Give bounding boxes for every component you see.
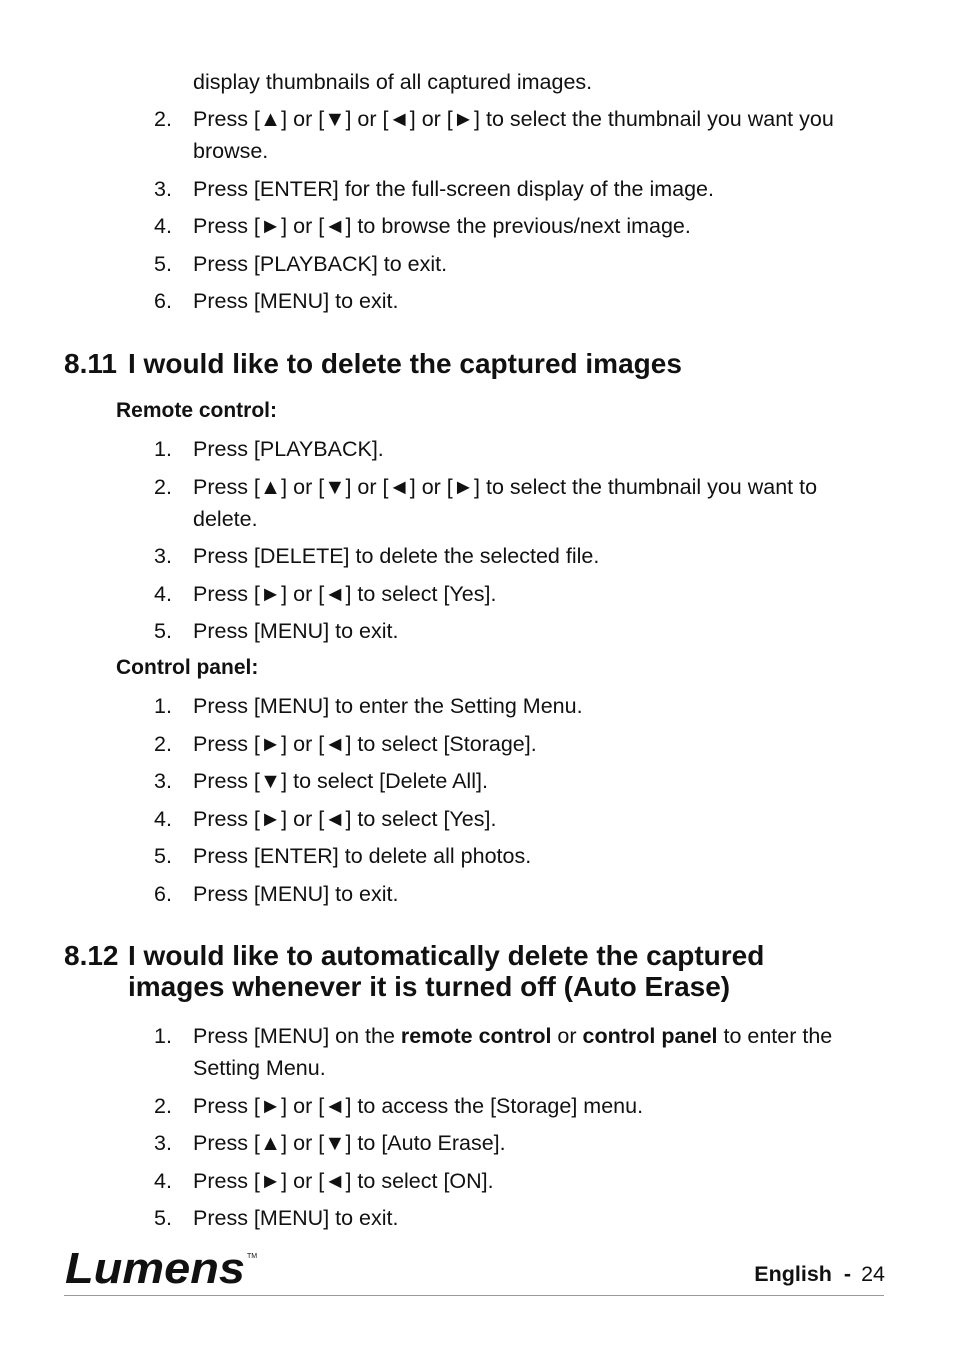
- lumens-logo: [64, 1246, 264, 1292]
- step-number: 1.: [154, 1024, 172, 1048]
- step-number: 3.: [154, 544, 172, 568]
- step-text: Press [ENTER] to delete all photos.: [193, 844, 532, 868]
- step-number: 3.: [154, 176, 172, 201]
- step-number: 4.: [154, 806, 172, 831]
- step-number: 1.: [154, 694, 172, 718]
- step-number: 3.: [154, 1131, 172, 1155]
- step-text: Press [MENU] to exit.: [193, 289, 399, 313]
- step-text: Press [►] or [◄] to browse the previous/next image.: [193, 214, 691, 238]
- step-number: 2.: [154, 731, 172, 756]
- step-number: 2.: [154, 1093, 172, 1118]
- step-text: Press [PLAYBACK].: [193, 437, 384, 461]
- step-text: Press [MENU] to exit.: [193, 881, 399, 906]
- logo-wordmark: Lumens: [65, 1246, 245, 1292]
- step-number: 4.: [154, 581, 172, 606]
- list-item: [154, 471, 884, 535]
- step-number: 2.: [154, 474, 172, 499]
- step-number: 6.: [154, 881, 172, 906]
- list-item: [154, 690, 884, 722]
- trademark-mark: TM: [247, 1253, 258, 1260]
- list-item: [154, 433, 884, 465]
- step-text: Press [▼] to select [Delete All].: [193, 769, 488, 793]
- step-number: 5.: [154, 251, 172, 276]
- list-item: [154, 765, 884, 797]
- footer-language: English: [754, 1262, 832, 1286]
- step-number: 2.: [154, 107, 172, 131]
- list-item: [154, 803, 884, 835]
- list-item: [154, 1090, 884, 1122]
- footer-separator: -: [843, 1262, 852, 1286]
- list-item: [154, 285, 884, 317]
- list-item: [154, 1127, 884, 1159]
- step-text-part: Press [MENU] on the: [193, 1024, 401, 1048]
- list-item: [154, 1165, 884, 1197]
- list-item: [154, 840, 884, 872]
- emphasis-control-panel: control panel: [582, 1024, 718, 1048]
- continuation-text: display thumbnails of all captured images.: [193, 70, 593, 94]
- step-text-part: or: [551, 1024, 583, 1048]
- auto-erase-steps-list: [154, 1020, 884, 1240]
- list-item: [154, 1020, 884, 1084]
- list-item: [154, 103, 884, 167]
- step-number: 4.: [154, 1168, 172, 1193]
- footer-divider: [64, 1295, 884, 1296]
- list-item: [154, 540, 884, 572]
- step-number: 5.: [154, 844, 172, 868]
- step-text: Press [►] or [◄] to select [Storage].: [193, 731, 537, 756]
- step-number: 5.: [154, 619, 172, 643]
- section-title: I would like to automatically delete the captured images whenever it is turned off (Auto Erase): [128, 940, 765, 1002]
- step-text: Press [MENU] to exit.: [193, 619, 399, 643]
- step-text: Press [DELETE] to delete the selected file.: [193, 544, 600, 568]
- step-text: Press [▲] or [▼] or [◄] or [►] to select the thumbnail you want you browse.: [193, 107, 834, 163]
- step-number: 4.: [154, 214, 172, 238]
- step-text: Press [►] or [◄] to select [Yes].: [193, 581, 497, 606]
- subheading-control-panel: Control panel:: [116, 656, 259, 679]
- page-number: 24: [861, 1262, 885, 1286]
- emphasis-remote-control: remote control: [400, 1024, 552, 1048]
- page-footer-label: [754, 1262, 885, 1287]
- section-title: I would like to delete the captured images: [128, 348, 682, 379]
- step-text: Press [PLAYBACK] to exit.: [193, 251, 448, 276]
- step-text: Press [MENU] to exit.: [193, 1206, 399, 1230]
- step-text-part: to enter the Setting Menu.: [193, 1024, 833, 1080]
- panel-steps-list: [154, 690, 884, 915]
- list-item: [154, 728, 884, 760]
- list-item: [154, 248, 884, 280]
- section-heading-8-11: [64, 348, 682, 379]
- list-item: [154, 1202, 884, 1234]
- step-text: Press [ENTER] for the full-screen display of the image.: [193, 176, 714, 201]
- section-number: 8.11: [64, 348, 117, 379]
- step-text: Press [▲] or [▼] to [Auto Erase].: [193, 1131, 506, 1155]
- step-number: 3.: [154, 769, 172, 793]
- step-text: Press [►] or [◄] to access the [Storage] menu.: [193, 1093, 644, 1118]
- step-text: Press [►] or [◄] to select [ON].: [193, 1168, 494, 1193]
- list-item: [154, 210, 884, 242]
- list-item: [154, 173, 884, 205]
- subheading-remote-control: Remote control:: [116, 399, 278, 422]
- step-number: 1.: [154, 437, 172, 461]
- remote-steps-list: [154, 433, 884, 653]
- step-number: 6.: [154, 289, 172, 313]
- section-number: 8.12: [64, 940, 119, 971]
- section-heading-8-12: [64, 940, 848, 1002]
- list-item: [154, 615, 884, 647]
- list-item: [154, 878, 884, 910]
- list-item: [154, 578, 884, 610]
- step-text: Press [MENU] to enter the Setting Menu.: [193, 694, 583, 718]
- playback-steps-list: [154, 103, 884, 323]
- step-number: 5.: [154, 1206, 172, 1230]
- step-text: Press [▲] or [▼] or [◄] or [►] to select the thumbnail you want to delete.: [193, 474, 818, 531]
- step-text: Press [►] or [◄] to select [Yes].: [193, 806, 497, 831]
